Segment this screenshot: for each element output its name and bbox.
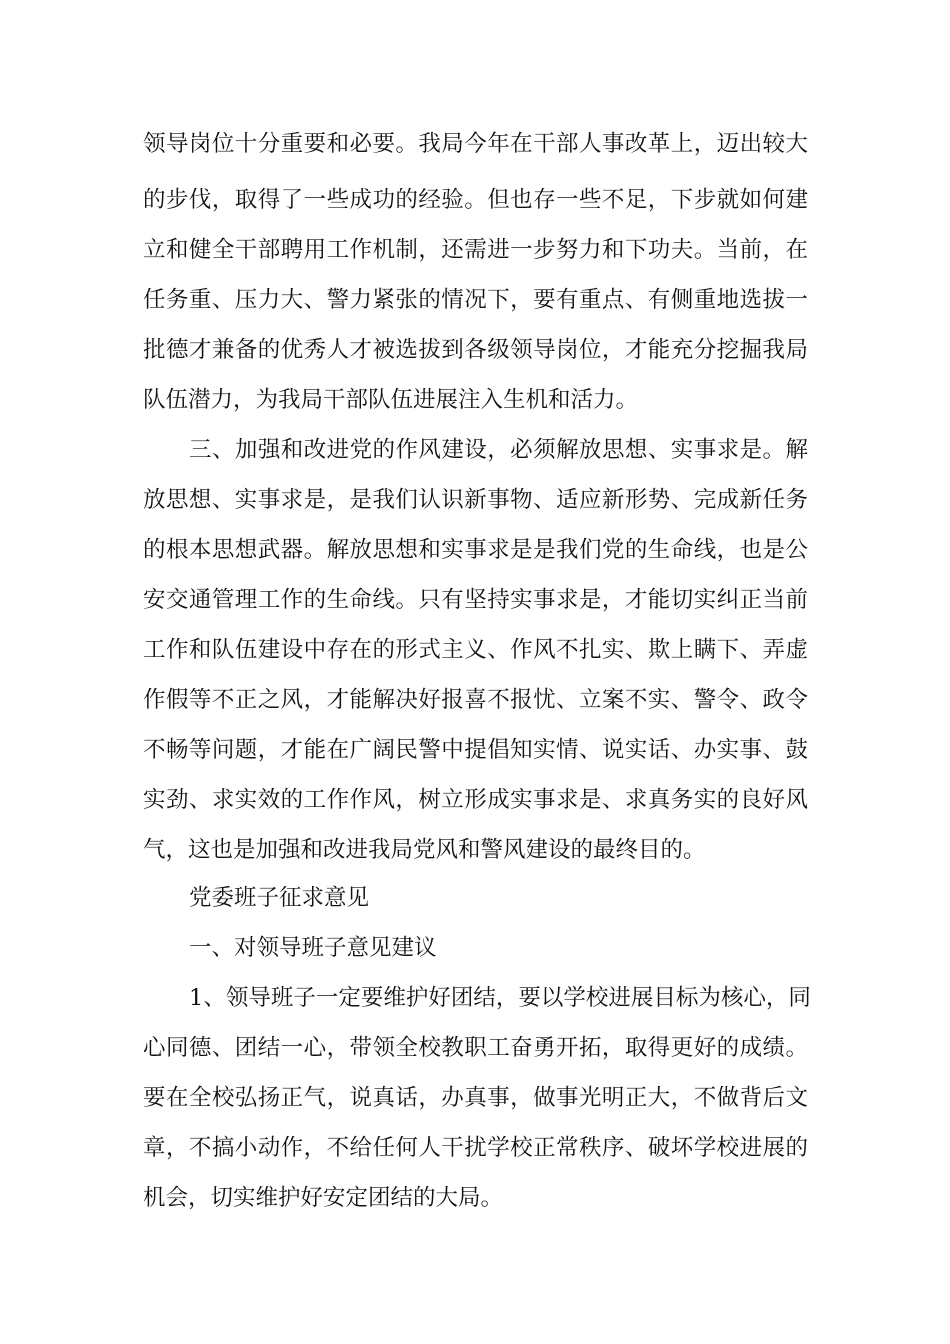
text-line: 队伍潜力，为我局干部队伍进展注入生机和活力。 [143, 387, 639, 413]
text-line: 作假等不正之风，才能解决好报喜不报忧、立案不实、警令、政令 [143, 687, 808, 713]
text-line: 章，不搞小动作，不给任何人干扰学校正常秩序、破坏学校进展的 [143, 1135, 808, 1161]
text-line: 气，这也是加强和改进我局党风和警风建设的最终目的。 [143, 837, 706, 863]
text-line: 机会，切实维护好安定团结的大局。 [143, 1185, 504, 1211]
text-line: 放思想、实事求是，是我们认识新事物、适应新形势、完成新任务 [143, 487, 808, 513]
text-line: 心同德、团结一心，带领全校教职工奋勇开拓，取得更好的成绩。 [143, 1035, 808, 1061]
paragraph-first-line: 三、加强和改进党的作风建设，必须解放思想、实事求是。解 [189, 437, 808, 463]
text-line: 实劲、求实效的工作作风，树立形成实事求是、求真务实的良好风 [143, 787, 808, 813]
text-line: 安交通管理工作的生命线。只有坚持实事求是，才能切实纠正当前 [143, 587, 808, 613]
subsection-heading: 一、对领导班子意见建议 [189, 935, 437, 961]
text-line: 要在全校弘扬正气，说真话，办真事，做事光明正大，不做背后文 [143, 1085, 808, 1111]
text-line: 立和健全干部聘用工作机制，还需进一步努力和下功夫。当前，在 [143, 237, 808, 263]
text-line: 的根本思想武器。解放思想和实事求是是我们党的生命线，也是公 [143, 537, 808, 563]
text-line: 工作和队伍建设中存在的形式主义、作风不扎实、欺上瞒下、弄虚 [143, 637, 808, 663]
text-line: 不畅等问题，才能在广阔民警中提倡知实情、说实话、办实事、鼓 [143, 737, 808, 763]
text-line: 领导岗位十分重要和必要。我局今年在干部人事改革上，迈出较大 [143, 131, 808, 157]
text-line: 任务重、压力大、警力紧张的情况下，要有重点、有侧重地选拔一 [143, 287, 808, 313]
paragraph-first-line: 1、领导班子一定要维护好团结，要以学校进展目标为核心，同 [189, 985, 811, 1011]
text-line: 的步伐，取得了一些成功的经验。但也存一些不足，下步就如何建 [143, 187, 808, 213]
text-line: 批德才兼备的优秀人才被选拔到各级领导岗位，才能充分挖掘我局 [143, 337, 808, 363]
section-heading: 党委班子征求意见 [189, 885, 370, 911]
